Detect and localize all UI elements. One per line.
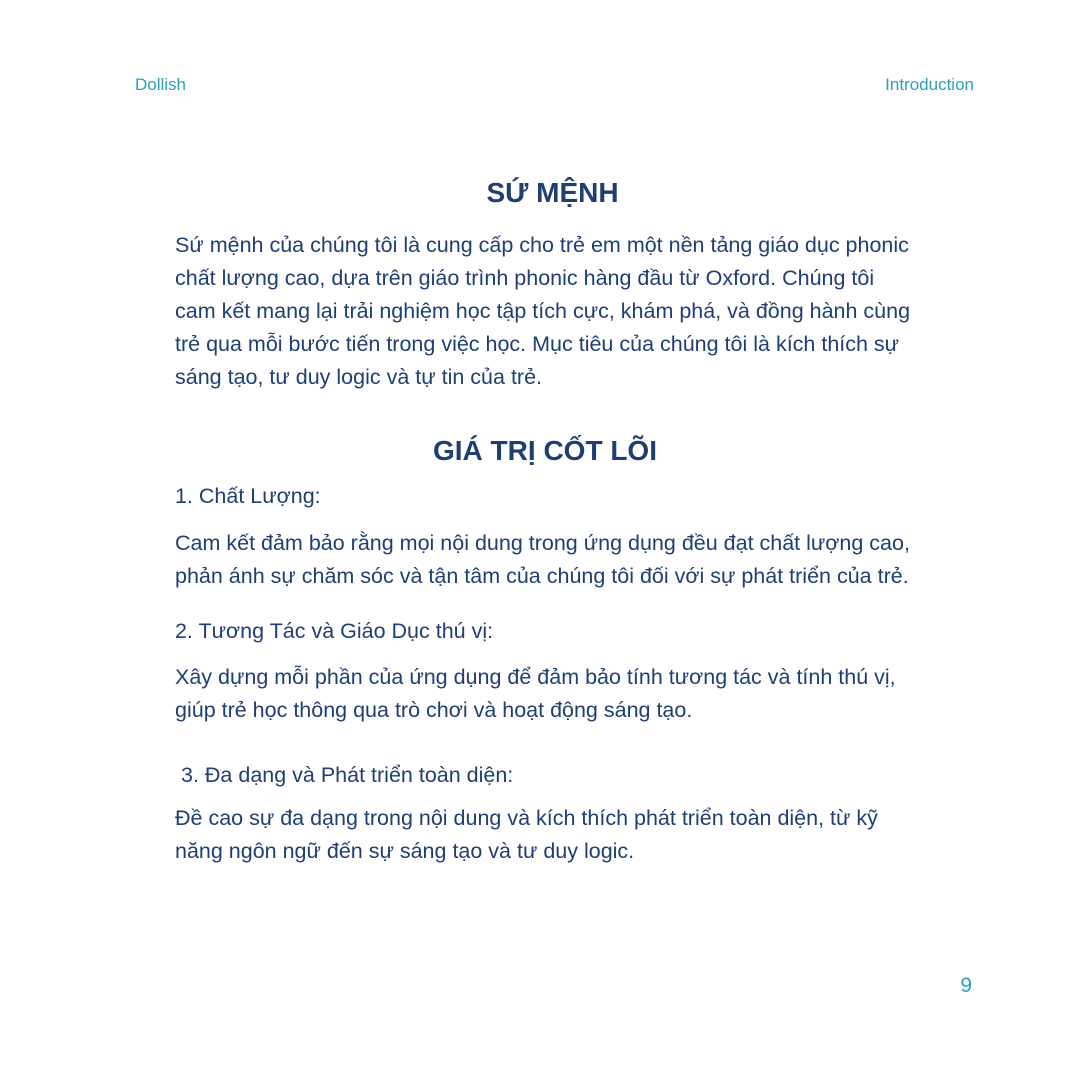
core-value-text-quality: Cam kết đảm bảo rằng mọi nội dung trong ứng dụng đều đạt chất lượng cao, phản ánh sự chăm sóc và tận tâm của chúng tôi đối với sự phát triển của trẻ. bbox=[175, 531, 910, 588]
page-content bbox=[175, 173, 915, 868]
mission-title: SỨ MỆNH bbox=[486, 177, 619, 208]
core-values-title: GIÁ TRỊ CỐT LÕI bbox=[433, 435, 657, 466]
page-number: 9 bbox=[960, 974, 972, 997]
core-value-text-interaction: Xây dựng mỗi phần của ứng dụng để đảm bảo tính tương tác và tính thú vị, giúp trẻ học thông qua trò chơi và hoạt động sáng tạo. bbox=[175, 665, 896, 722]
header-brand: Dollish bbox=[135, 75, 187, 94]
core-value-heading-diversity: 3. Đa dạng và Phát triển toàn diện: bbox=[181, 763, 514, 787]
mission-text: Sứ mệnh của chúng tôi là cung cấp cho trẻ em một nền tảng giáo dục phonic chất lượng cao, dựa trên giáo trình phonic hàng đầu từ Oxford. Chúng tôi cam kết mang lại trải nghiệm học tập tích cực, khám phá, và đồng hành cùng trẻ qua mỗi bước tiến trong việc học. Mục tiêu của chúng tôi là kích thích sự sáng tạo, tư duy logic và tự tin của trẻ. bbox=[175, 233, 911, 389]
core-value-text-diversity: Đề cao sự đa dạng trong nội dung và kích thích phát triển toàn diện, từ kỹ năng ngôn ngữ đến sự sáng tạo và tư duy logic. bbox=[175, 806, 878, 863]
core-value-heading-quality: 1. Chất Lượng: bbox=[175, 484, 321, 508]
header-section-label: Introduction bbox=[885, 75, 974, 94]
core-value-heading-interaction: 2. Tương Tác và Giáo Dục thú vị: bbox=[175, 619, 494, 643]
